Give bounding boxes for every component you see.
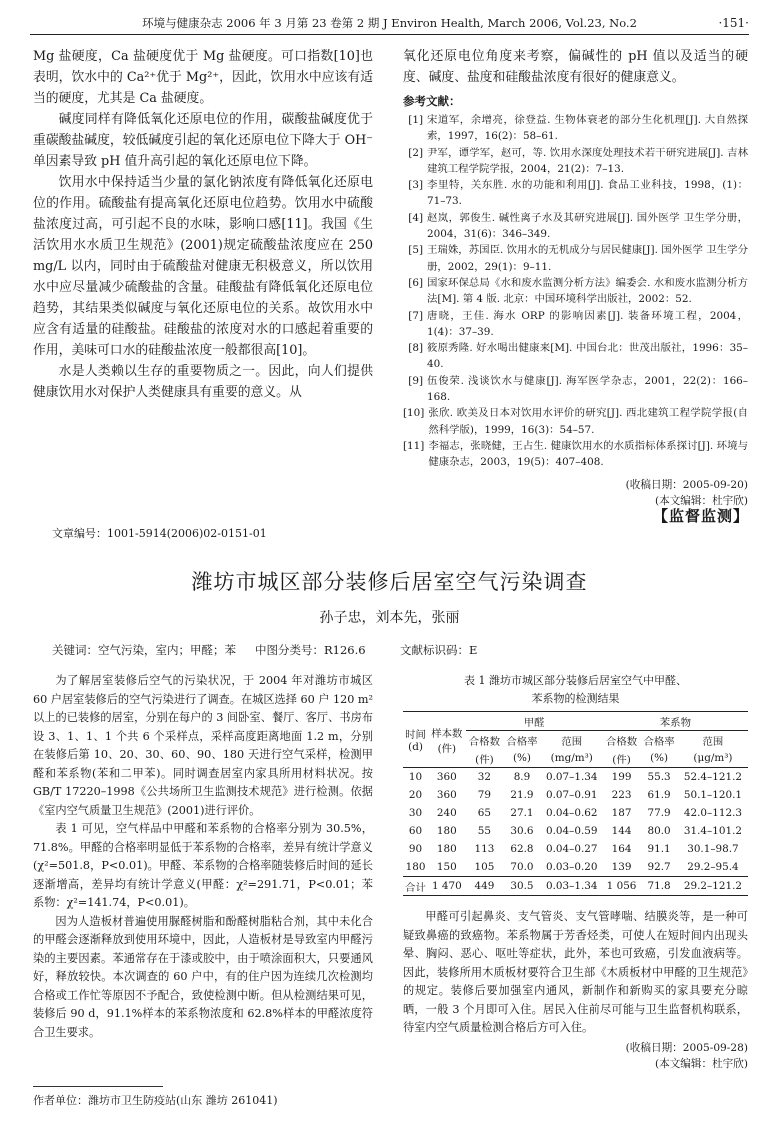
table-cell: 0.04–0.27	[546, 843, 598, 855]
table-cell: 360	[436, 771, 457, 783]
table-cell: 71.8	[647, 880, 671, 892]
table-cell: 240	[436, 807, 457, 819]
author-affiliation: 作者单位：潍坊市卫生防疫站(山东 潍坊 261041)	[33, 1094, 278, 1107]
table-cell: 449	[474, 880, 495, 892]
reference-item	[403, 242, 748, 275]
table-total-row	[403, 877, 748, 896]
table-row	[403, 804, 748, 822]
table-cell: 1 056	[606, 880, 637, 892]
subheader-unit: (件)	[612, 753, 631, 766]
reference-text: 张欣. 欧美及日本对饮用水评价的研究[J]. 西北建筑工程学院学报(自然科学版)，1999，16(3)：54–57.	[428, 407, 748, 436]
reference-item	[403, 340, 748, 373]
subheader-qualified: 合格数	[468, 735, 500, 748]
table-row	[403, 786, 748, 804]
column-tag: 【监督监测】	[652, 507, 749, 525]
table-cell: 29.2–95.4	[687, 861, 739, 873]
column-header-time	[403, 712, 428, 768]
body-paragraph: 水是人类赖以生存的重要物质之一。因此，向人们提供健康饮用水对保护人类健康具有重要的意义。从	[33, 364, 373, 400]
table-cell: 21.9	[510, 789, 534, 801]
reference-number: [7]	[408, 309, 423, 322]
table-cell: 62.8	[510, 843, 534, 855]
table-cell: 30	[408, 807, 423, 819]
editor-note: (本文编辑：杜宇欣)	[654, 494, 748, 507]
reference-list	[403, 112, 748, 471]
table-cell: 31.4–101.2	[683, 825, 742, 837]
article-paragraph: 甲醛可引起鼻炎、支气管炎、支气管哮喘、结膜炎等，是一种可疑致鼻癌的致癌物。苯系物属于芳香烃类，可使人在短时间内出现头晕、胸闷、恶心、呕吐等症状，此外，苯也可致癌，引发血液病等。因此，装修所用木质板材要符合卫生部《木质板材中甲醛的卫生规范》的规定。装修后要加强室内通风，新制作和新购买的家具要充分晾晒，一般 3 个月即可入住。居民入住前尽可能与卫生监督机构联系，待室内空气质量检测合格后方可入住。	[403, 910, 748, 1034]
table-cell: 52.4–121.2	[683, 771, 742, 783]
table-cell: 90	[408, 843, 423, 855]
header-text: 时间	[405, 729, 426, 741]
article-authors: 孙子忠，刘本先，张丽	[319, 610, 460, 626]
table-cell: 70.0	[510, 861, 534, 873]
table-cell: 92.7	[647, 861, 671, 873]
table-cell: 164	[611, 843, 632, 855]
reference-number: [5]	[408, 244, 423, 257]
table-cell: 79	[477, 789, 491, 801]
header-unit: (d)	[408, 741, 423, 753]
table-cell: 223	[611, 789, 632, 801]
table-cell: 360	[436, 789, 457, 801]
prev-article-left-column	[33, 46, 373, 403]
table-cell: 139	[611, 861, 632, 873]
body-paragraph: 碱度同样有降低氧化还原电位的作用，碳酸盐碱度优于重碳酸盐碱度，较低碱度引起的氧化还原电位下降大于 OH⁻单因素导致 pH 值升高引起的氧化还原电位下降。	[33, 112, 373, 169]
table-cell: 0.07–1.34	[546, 771, 598, 783]
table-cell: 77.9	[647, 807, 671, 819]
reference-item	[403, 405, 748, 438]
table-cell: 29.2–121.2	[683, 880, 742, 892]
subheader-qualified: 合格数	[605, 735, 638, 748]
table-cell: 187	[611, 807, 632, 819]
table-cell: 0.04–0.62	[546, 807, 598, 819]
table-cell: 30.6	[510, 825, 534, 837]
reference-text: 唐晓，王佳. 海水 ORP 的影响因素[J]. 装备环境工程，2004，1(4)：37–39.	[427, 309, 748, 338]
reference-number: [11]	[403, 439, 425, 452]
body-paragraph: Mg 盐硬度，Ca 盐硬度优于 Mg 盐硬度。可口指数[10]也表明，饮水中的 Ca²⁺优于 Mg²⁺，因此，饮用水中应该有适当的硬度，尤其是 Ca 盐硬度。	[33, 49, 373, 106]
footnote-rule	[33, 1086, 163, 1087]
reference-item	[403, 275, 748, 308]
document-code: 文献标识码：E	[400, 643, 478, 657]
subheader-rate: 合格率	[506, 735, 538, 748]
reference-text: 伍俊荣. 浅谈饮水与健康[J]. 海军医学杂志，2001，22(2)：166–168.	[427, 374, 748, 404]
reference-number: [1]	[408, 114, 423, 126]
reference-item	[403, 210, 748, 243]
page-number: ·151·	[718, 16, 749, 30]
subheader-range: 范围	[702, 735, 724, 748]
table-cell: 20	[408, 789, 423, 801]
table-cell: 27.1	[510, 807, 534, 819]
keywords: 关键词：空气污染，室内；甲醛；苯	[52, 643, 236, 657]
table-cell: 30.5	[510, 880, 534, 892]
article-paragraph: 因为人造板材普遍使用脲醛树脂和酚醛树脂粘合剂，其中未化合的甲醛会逐渐释放到使用环境中，因此，人造板材是导致室内甲醛污染的主要因素。苯通常存在于漆或胶中，由于喷涂面积大，只要通风好，释放较快。本次调查的 60 户中，有的住户因为连续几次检测均合格或工作忙等原因不予配合，致使检测中断。但从检测结果可见，装修后 90 d，91.1%样本的苯系物浓度和 62.8%样本的甲醛浓度符合卫生要求。	[33, 914, 373, 1039]
reference-text: 宋道军，余增亮，徐登益. 生物体衰老的部分生化机理[J]. 大自然探索，1997，16(2)：58–61.	[427, 114, 748, 143]
received-date: (收稿日期：2005-09-28)	[625, 1041, 748, 1054]
body-paragraph: 氧化还原电位角度来考察，偏碱性的 pH 值以及适当的硬度、碱度、盐度和硅酸盐浓度有很好的健康意义。	[403, 49, 748, 85]
subheader-unit: (%)	[512, 752, 531, 764]
table-cell: 180	[436, 825, 457, 837]
subheader-unit: (件)	[475, 753, 494, 766]
table-cell: 0.03–1.34	[546, 880, 598, 892]
column-header-samples	[428, 712, 466, 768]
reference-text: 尹军，谭学军，赵可，等. 饮用水深度处理技术若干研究进展[J]. 吉林建筑工程学院学报，2004，21(2)：7–13.	[427, 146, 748, 175]
reference-text: 国家环保总局《水和废水监测分析方法》编委会. 水和废水监测分析方法[M]. 第 4 版. 北京：中国环境科学出版社，2002：52.	[427, 276, 748, 306]
table-cell: 30.1–98.7	[687, 843, 739, 855]
reference-item	[403, 308, 748, 341]
subheader-unit: (μg/m³)	[693, 752, 733, 764]
table-cell: 32	[477, 771, 491, 783]
table-cell: 55	[477, 825, 491, 837]
article-paragraph: 为了解居室装修后空气的污染状况，于 2004 年对潍坊市城区 60 户居室装修后的空气污染进行了调查。在城区选择 60 户 120 m² 以上的已装修的居室，分别在每户的 3 间卧室、餐厅、客厅、书房布设 3、1、1、1 个共 6 个采样点，采样高度距离地面 1.2 m，分别在装修后第 10、20、30、60、90、180 天进行空气采样，检测甲醛和苯系物(苯和二甲苯)。同时调查居室内家具所用材料状况。按 GB/T 17220–1998《公共场所卫生监测技术规范》进行检测。依据《室内空气质量卫生规范》(2001)进行评价。	[33, 674, 374, 817]
article-number: 文章编号：1001-5914(2006)02-0151-01	[52, 527, 267, 540]
table-cell: 65	[477, 807, 491, 819]
classification-number: 中图分类号：R126.6	[255, 643, 366, 657]
reference-text: 筱原秀隆. 好水喝出健康来[M]. 中国台北：世茂出版社，1996：35–40.	[427, 342, 748, 371]
reference-item	[403, 145, 748, 178]
body-paragraph: 饮用水中保持适当少量的氯化钠浓度有降低氧化还原电位的作用。硫酸盐有提高氧化还原电位趋势。饮用水中硫酸盐浓度过高，可引起不良的水味，影响口感[11]。我国《生活饮用水水质卫生规范》(2001)规定硫酸盐浓度应在 250 mg/L 以内，同时由于硫酸盐对健康无积极意义，所以饮用水中应尽量减少硫酸盐的含量。硅酸盐有降低氧化还原电位趋势，其结果类似碱度与氧化还原电位的关系。故饮用水中应含有适量的硅酸盐。硅酸盐的浓度对水的口感起着重要的作用，美味可口水的硅酸盐浓度一般都很高[10]。	[33, 175, 373, 358]
subheader-rate: 合格率	[643, 735, 675, 748]
table-cell: 199	[611, 771, 632, 783]
group-header-benzene: 苯系物	[603, 712, 748, 731]
reference-item	[403, 438, 748, 471]
reference-number: [3]	[408, 179, 423, 192]
reference-text: 李里特，关东胜. 水的功能和利用[J]. 食品工业科技，1998，(1)：71–73.	[427, 179, 748, 208]
subheader-unit: (%)	[650, 752, 669, 764]
reference-number: [4]	[408, 211, 423, 224]
received-date: (收稿日期：2005-09-20)	[625, 478, 748, 491]
group-header-formaldehyde: 甲醛	[466, 712, 603, 731]
reference-item	[403, 373, 748, 406]
table-caption-line: 苯系物的检测结果	[531, 692, 620, 705]
table-cell: 55.3	[647, 771, 671, 783]
running-header	[30, 12, 749, 35]
table-row	[403, 858, 748, 877]
table-cell: 180	[405, 861, 426, 873]
table-cell: 180	[436, 843, 457, 855]
table-cell: 80.0	[647, 825, 671, 837]
table-cell: 8.9	[513, 771, 531, 783]
table-cell: 合计	[405, 881, 426, 894]
table-cell: 91.1	[647, 843, 671, 855]
table-row	[403, 768, 748, 787]
reference-number: [2]	[408, 146, 423, 159]
references-title: 参考文献：	[403, 94, 461, 108]
reference-number: [10]	[403, 407, 425, 420]
table-cell: 0.04–0.59	[546, 825, 598, 837]
article-paragraph: 表 1 可见，空气样品中甲醛和苯系物的合格率分别为 30.5%，71.8%。甲醛的合格率明显低于苯系物的合格率，差异有统计学意义(χ²=501.8，P<0.01)。甲醛、苯系物的合格率随装修后时间的延长逐渐增高，差异均有统计学意义(甲醛：χ²=291.71，P<0.01；苯系物：χ²=141.74，P<0.01)。	[33, 822, 373, 909]
table-cell: 0.07–0.91	[546, 789, 598, 801]
subheader-range: 范围	[561, 735, 583, 748]
table-cell: 0.03–0.20	[546, 861, 598, 873]
table-cell: 1 470	[431, 880, 462, 892]
table-cell: 113	[474, 843, 495, 855]
reference-text: 王瑞姝，苏国臣. 饮用水的无机成分与居民健康[J]. 国外医学 卫生学分册，2002，29(1)：9–11.	[427, 244, 748, 273]
journal-citation: 环境与健康杂志 2006 年 3 月第 23 卷第 2 期 J Environ Health, March 2006, Vol.23, No.2	[142, 16, 637, 30]
table-cell: 150	[436, 861, 457, 873]
editor-note: (本文编辑：杜宇欣)	[654, 1057, 748, 1070]
table-row	[403, 840, 748, 858]
table-cell: 10	[408, 771, 423, 783]
subheader-unit: (mg/m³)	[550, 752, 593, 764]
table-caption	[403, 672, 748, 708]
table-body	[403, 768, 748, 877]
table-caption-line: 表 1 潍坊市城区部分装修后居室空气中甲醛、	[464, 674, 687, 687]
table-cell: 61.9	[647, 789, 671, 801]
reference-number: [8]	[408, 342, 423, 355]
table-cell: 105	[474, 861, 495, 873]
table-cell: 144	[611, 825, 632, 837]
results-table	[403, 711, 748, 896]
prev-article-right-column	[403, 46, 748, 509]
article-right-column	[403, 672, 748, 1072]
table-cell: 50.1–120.1	[683, 789, 742, 801]
article-left-column	[33, 672, 373, 1042]
table-row	[403, 822, 748, 840]
reference-text: 李福志，张晓健，王占生. 健康饮用水的水质指标体系探讨[J]. 环境与健康杂志，2003，19(5)：407–408.	[428, 439, 748, 469]
reference-item	[403, 112, 748, 145]
reference-item	[403, 177, 748, 210]
table-cell: 42.0–112.3	[683, 807, 742, 819]
header-text: 样本数	[431, 727, 463, 740]
article-title: 潍坊市城区部分装修后居室空气污染调查	[191, 570, 588, 594]
reference-number: [6]	[408, 276, 423, 289]
reference-text: 赵岚，郭俊生. 碱性离子水及其研究进展[J]. 国外医学 卫生学分册，2004，31(6)：346–349.	[427, 211, 748, 241]
table-cell: 60	[408, 825, 423, 837]
header-unit: (件)	[437, 742, 457, 755]
reference-number: [9]	[408, 374, 423, 387]
